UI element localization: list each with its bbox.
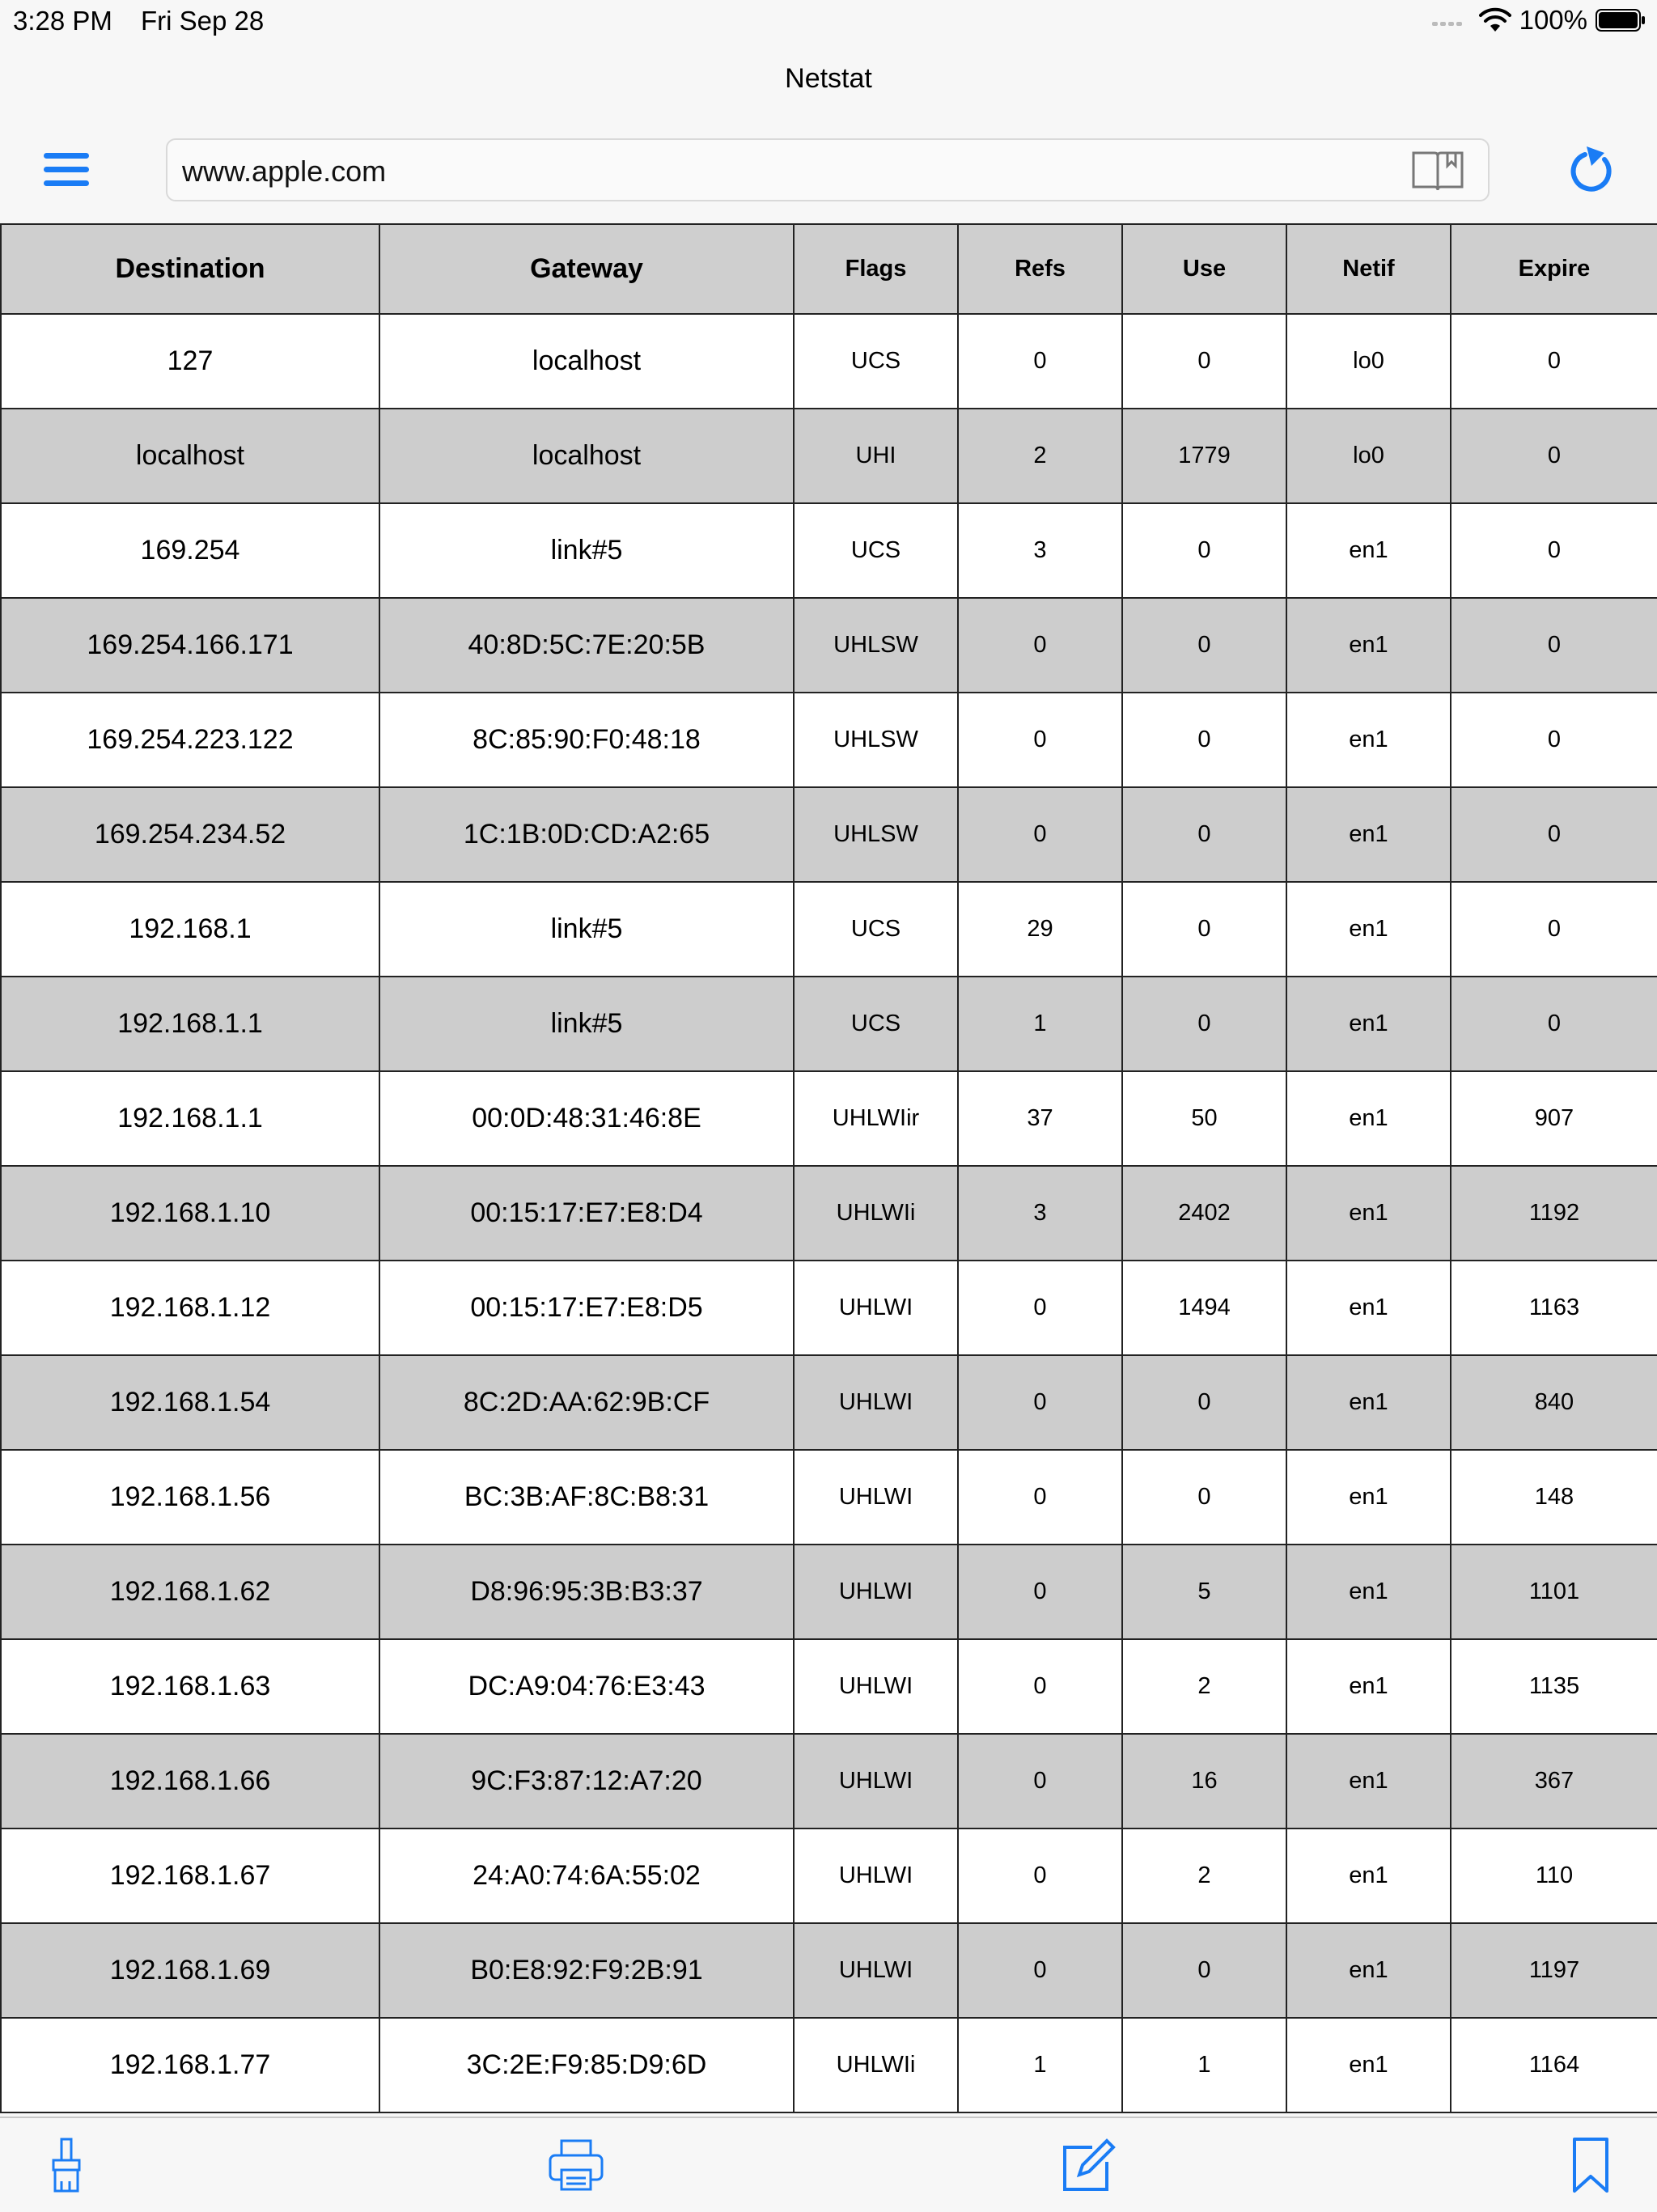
cell-use: 0: [1122, 787, 1286, 882]
cell-destination: 192.168.1.77: [1, 2018, 379, 2112]
cell-gateway: link#5: [379, 882, 794, 977]
cell-netif: en1: [1286, 598, 1451, 693]
cell-netif: en1: [1286, 1450, 1451, 1545]
cell-expire: 0: [1451, 314, 1657, 409]
cell-flags: UHI: [794, 409, 958, 503]
cell-destination: localhost: [1, 409, 379, 503]
cell-expire: 367: [1451, 1734, 1657, 1829]
cell-use: 0: [1122, 693, 1286, 787]
cell-destination: 192.168.1.69: [1, 1923, 379, 2018]
cell-netif: en1: [1286, 503, 1451, 598]
cell-expire: 0: [1451, 693, 1657, 787]
cell-use: 0: [1122, 1923, 1286, 2018]
column-header-use: Use: [1122, 224, 1286, 314]
status-date: Fri Sep 28: [141, 6, 265, 36]
column-header-netif: Netif: [1286, 224, 1451, 314]
table-row: [1, 598, 1657, 693]
cell-destination: 192.168.1.1: [1, 977, 379, 1071]
cell-expire: 907: [1451, 1071, 1657, 1166]
cell-flags: UHLSW: [794, 598, 958, 693]
column-header-refs: Refs: [958, 224, 1122, 314]
cell-refs: 29: [958, 882, 1122, 977]
cell-refs: 3: [958, 503, 1122, 598]
cell-expire: 0: [1451, 598, 1657, 693]
cell-flags: UHLSW: [794, 693, 958, 787]
cell-use: 2: [1122, 1829, 1286, 1923]
cell-gateway: 24:A0:74:6A:55:02: [379, 1829, 794, 1923]
netstat-table-container[interactable]: [0, 223, 1657, 2113]
cell-netif: en1: [1286, 1923, 1451, 2018]
table-row: [1, 1450, 1657, 1545]
cell-netif: en1: [1286, 882, 1451, 977]
table-row: [1, 1071, 1657, 1166]
cell-flags: UHLWI: [794, 1355, 958, 1450]
cell-use: 0: [1122, 598, 1286, 693]
cell-flags: UHLWI: [794, 1450, 958, 1545]
cell-destination: 192.168.1.63: [1, 1639, 379, 1734]
wifi-icon: [1479, 7, 1511, 33]
printer-icon[interactable]: [547, 2136, 605, 2194]
cell-expire: 0: [1451, 882, 1657, 977]
table-row: [1, 1355, 1657, 1450]
cell-refs: 1: [958, 2018, 1122, 2112]
cell-netif: en1: [1286, 1639, 1451, 1734]
table-row: [1, 787, 1657, 882]
column-header-expire: Expire: [1451, 224, 1657, 314]
cell-use: 16: [1122, 1734, 1286, 1829]
cell-refs: 2: [958, 409, 1122, 503]
cell-netif: en1: [1286, 1829, 1451, 1923]
table-row: [1, 314, 1657, 409]
cell-use: 5: [1122, 1545, 1286, 1639]
brush-icon[interactable]: [37, 2136, 95, 2194]
status-bar: [0, 0, 1657, 42]
cell-gateway: 00:15:17:E7:E8:D5: [379, 1261, 794, 1355]
cell-flags: UCS: [794, 882, 958, 977]
reload-icon[interactable]: [1567, 142, 1617, 195]
cell-expire: 840: [1451, 1355, 1657, 1450]
cell-gateway: 40:8D:5C:7E:20:5B: [379, 598, 794, 693]
cell-use: 2: [1122, 1639, 1286, 1734]
cell-use: 0: [1122, 503, 1286, 598]
cell-gateway: 9C:F3:87:12:A7:20: [379, 1734, 794, 1829]
cell-use: 1779: [1122, 409, 1286, 503]
cell-expire: 0: [1451, 977, 1657, 1071]
cell-expire: 1197: [1451, 1923, 1657, 2018]
cell-use: 2402: [1122, 1166, 1286, 1261]
table-row: [1, 503, 1657, 598]
cell-refs: 0: [958, 1734, 1122, 1829]
column-header-flags: Flags: [794, 224, 958, 314]
cell-flags: UHLWI: [794, 1829, 958, 1923]
cell-gateway: 8C:85:90:F0:48:18: [379, 693, 794, 787]
cell-destination: 169.254.166.171: [1, 598, 379, 693]
cell-netif: en1: [1286, 1355, 1451, 1450]
cell-expire: 0: [1451, 409, 1657, 503]
status-indicators: [1432, 5, 1646, 36]
bookmark-icon[interactable]: [1562, 2136, 1620, 2194]
cell-netif: en1: [1286, 1261, 1451, 1355]
bottom-toolbar: [0, 2117, 1657, 2212]
cell-flags: UHLWIi: [794, 1166, 958, 1261]
cell-flags: UHLWI: [794, 1923, 958, 2018]
cell-destination: 192.168.1.67: [1, 1829, 379, 1923]
compose-icon[interactable]: [1060, 2136, 1118, 2194]
page-title: Netstat: [785, 63, 872, 94]
cell-refs: 37: [958, 1071, 1122, 1166]
cell-use: 1: [1122, 2018, 1286, 2112]
cell-expire: 0: [1451, 503, 1657, 598]
cell-netif: en1: [1286, 1166, 1451, 1261]
cell-flags: UHLSW: [794, 787, 958, 882]
cell-gateway: DC:A9:04:76:E3:43: [379, 1639, 794, 1734]
url-text[interactable]: www.apple.com: [182, 155, 387, 188]
cell-refs: 0: [958, 1355, 1122, 1450]
cell-refs: 3: [958, 1166, 1122, 1261]
cell-expire: 1135: [1451, 1639, 1657, 1734]
cell-refs: 0: [958, 314, 1122, 409]
cell-destination: 192.168.1: [1, 882, 379, 977]
cell-refs: 0: [958, 693, 1122, 787]
book-icon[interactable]: [1410, 150, 1465, 193]
routing-table: [0, 223, 1657, 2113]
cell-netif: lo0: [1286, 314, 1451, 409]
cell-use: 0: [1122, 314, 1286, 409]
battery-icon: [1596, 8, 1646, 32]
cell-expire: 0: [1451, 787, 1657, 882]
cell-destination: 192.168.1.12: [1, 1261, 379, 1355]
battery-percentage: 100%: [1519, 5, 1587, 35]
cell-refs: 0: [958, 1261, 1122, 1355]
cell-flags: UHLWIi: [794, 2018, 958, 2112]
cell-refs: 1: [958, 977, 1122, 1071]
cell-flags: UCS: [794, 977, 958, 1071]
cell-gateway: 1C:1B:0D:CD:A2:65: [379, 787, 794, 882]
cell-refs: 0: [958, 1639, 1122, 1734]
cell-destination: 192.168.1.56: [1, 1450, 379, 1545]
cell-gateway: 8C:2D:AA:62:9B:CF: [379, 1355, 794, 1450]
cell-use: 0: [1122, 882, 1286, 977]
cell-refs: 0: [958, 598, 1122, 693]
hamburger-menu-icon[interactable]: [42, 150, 91, 189]
cell-destination: 192.168.1.1: [1, 1071, 379, 1166]
cell-destination: 192.168.1.10: [1, 1166, 379, 1261]
table-body: [1, 314, 1657, 2112]
cell-destination: 169.254.223.122: [1, 693, 379, 787]
cell-flags: UCS: [794, 503, 958, 598]
cell-refs: 0: [958, 1545, 1122, 1639]
cell-netif: en1: [1286, 1071, 1451, 1166]
cell-netif: en1: [1286, 2018, 1451, 2112]
cell-gateway: B0:E8:92:F9:2B:91: [379, 1923, 794, 2018]
table-row: [1, 977, 1657, 1071]
column-header-destination: Destination: [1, 224, 379, 314]
table-row: [1, 2018, 1657, 2112]
cell-flags: UHLWI: [794, 1261, 958, 1355]
cell-gateway: localhost: [379, 314, 794, 409]
cell-gateway: BC:3B:AF:8C:B8:31: [379, 1450, 794, 1545]
table-row: [1, 1829, 1657, 1923]
column-header-gateway: Gateway: [379, 224, 794, 314]
cell-use: 50: [1122, 1071, 1286, 1166]
cellular-signal-icon: [1432, 15, 1468, 26]
cell-use: 0: [1122, 1355, 1286, 1450]
cell-flags: UHLWIir: [794, 1071, 958, 1166]
cell-destination: 192.168.1.66: [1, 1734, 379, 1829]
cell-flags: UHLWI: [794, 1639, 958, 1734]
cell-destination: 169.254.234.52: [1, 787, 379, 882]
table-row: [1, 409, 1657, 503]
table-row: [1, 1166, 1657, 1261]
status-time: 3:28 PM: [13, 6, 112, 36]
cell-netif: en1: [1286, 1734, 1451, 1829]
cell-destination: 192.168.1.54: [1, 1355, 379, 1450]
cell-netif: en1: [1286, 977, 1451, 1071]
cell-expire: 1163: [1451, 1261, 1657, 1355]
cell-netif: lo0: [1286, 409, 1451, 503]
url-input[interactable]: [166, 138, 1490, 201]
table-row: [1, 1639, 1657, 1734]
cell-netif: en1: [1286, 1545, 1451, 1639]
table-row: [1, 1923, 1657, 2018]
table-header-row: [1, 224, 1657, 314]
cell-flags: UCS: [794, 314, 958, 409]
cell-refs: 0: [958, 1450, 1122, 1545]
cell-use: 1494: [1122, 1261, 1286, 1355]
cell-flags: UHLWI: [794, 1734, 958, 1829]
cell-gateway: 3C:2E:F9:85:D9:6D: [379, 2018, 794, 2112]
cell-expire: 1101: [1451, 1545, 1657, 1639]
cell-expire: 1164: [1451, 2018, 1657, 2112]
table-row: [1, 882, 1657, 977]
cell-expire: 1192: [1451, 1166, 1657, 1261]
cell-expire: 148: [1451, 1450, 1657, 1545]
cell-expire: 110: [1451, 1829, 1657, 1923]
cell-destination: 169.254: [1, 503, 379, 598]
cell-gateway: D8:96:95:3B:B3:37: [379, 1545, 794, 1639]
cell-netif: en1: [1286, 787, 1451, 882]
table-row: [1, 1545, 1657, 1639]
cell-refs: 0: [958, 1923, 1122, 2018]
cell-netif: en1: [1286, 693, 1451, 787]
cell-gateway: localhost: [379, 409, 794, 503]
cell-gateway: 00:15:17:E7:E8:D4: [379, 1166, 794, 1261]
cell-gateway: link#5: [379, 977, 794, 1071]
cell-refs: 0: [958, 787, 1122, 882]
cell-destination: 192.168.1.62: [1, 1545, 379, 1639]
cell-flags: UHLWI: [794, 1545, 958, 1639]
cell-refs: 0: [958, 1829, 1122, 1923]
cell-gateway: link#5: [379, 503, 794, 598]
cell-destination: 127: [1, 314, 379, 409]
table-row: [1, 693, 1657, 787]
cell-use: 0: [1122, 977, 1286, 1071]
table-row: [1, 1734, 1657, 1829]
cell-use: 0: [1122, 1450, 1286, 1545]
table-row: [1, 1261, 1657, 1355]
cell-gateway: 00:0D:48:31:46:8E: [379, 1071, 794, 1166]
